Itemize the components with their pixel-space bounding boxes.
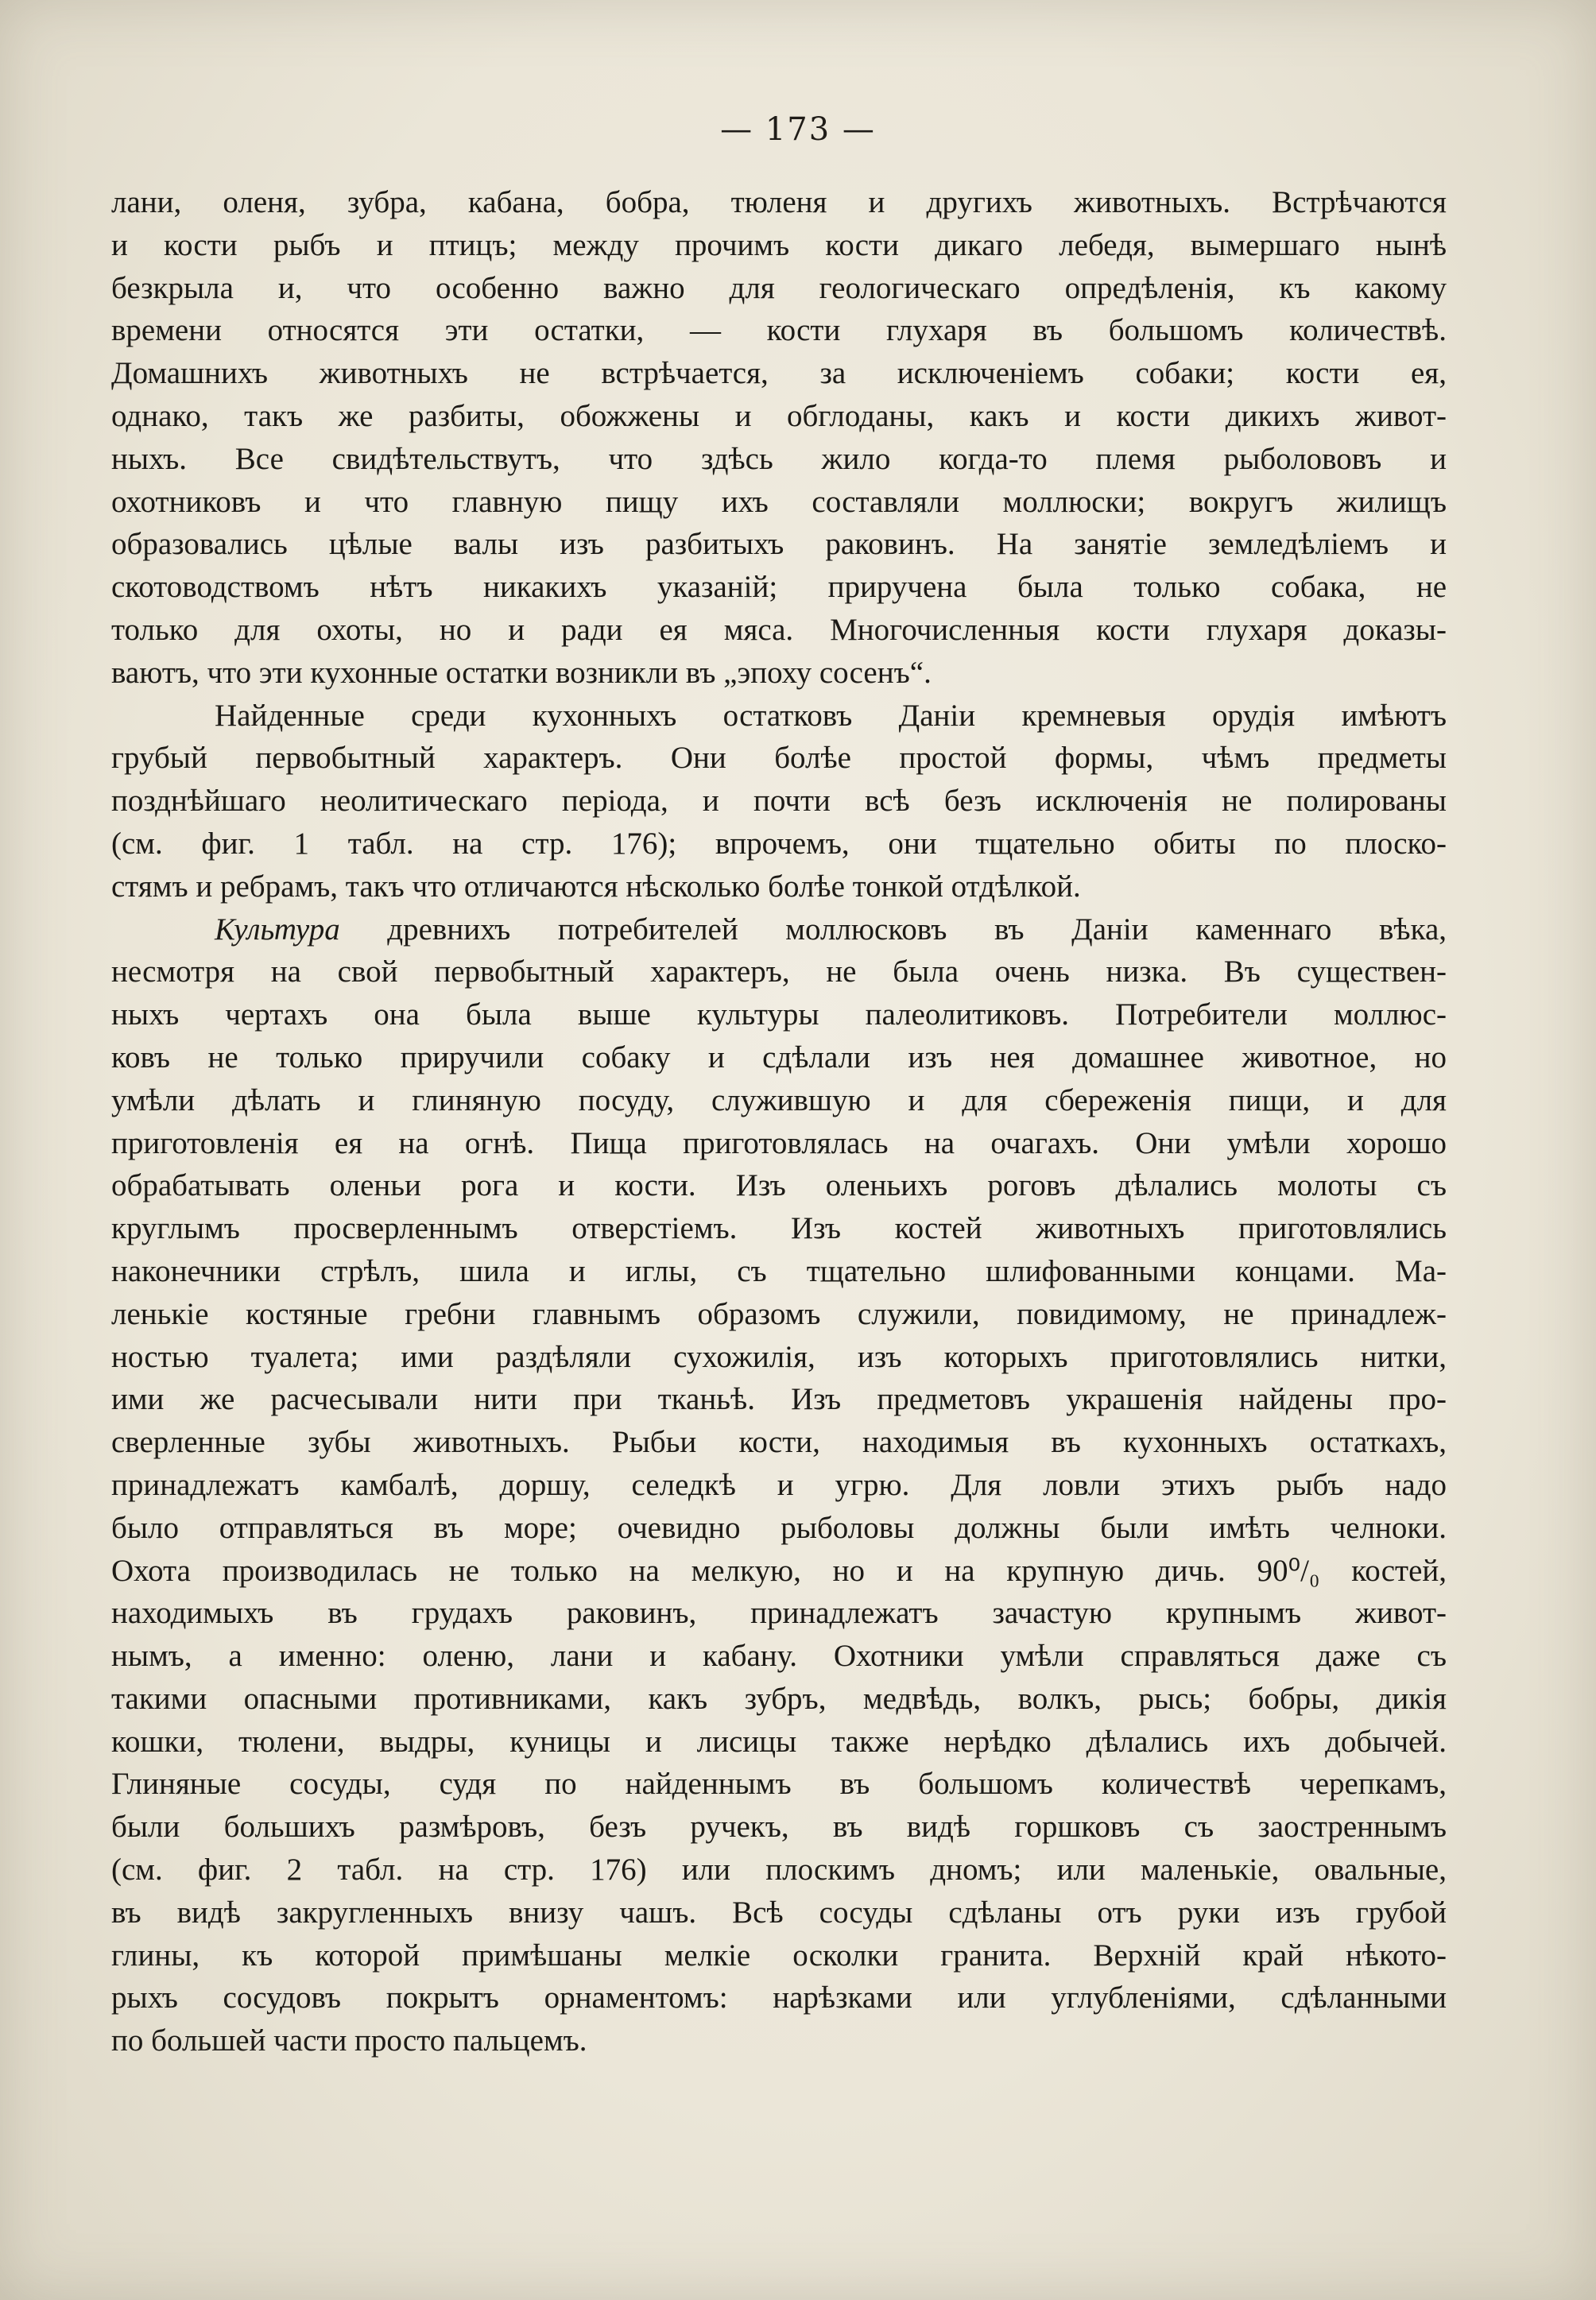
text-line: наконечники стрѣлъ, шила и иглы, съ тщательно шлифованными концами. Ма-	[111, 1253, 1447, 1288]
text-line: ленькіе костяные гребни главнымъ образомъ служили, повидимому, не принадлеж-	[111, 1296, 1447, 1331]
text-line: по большей части просто пальцемъ.	[111, 2023, 587, 2058]
paragraph-2	[111, 695, 1447, 908]
text-line: сверленные зубы животныхъ. Рыбьи кости, находимыя въ кухонныхъ остаткахъ,	[111, 1425, 1447, 1460]
text-line: глины, къ которой примѣшаны мелкіе осколки гранита. Верхній край нѣкото-	[111, 1938, 1447, 1973]
text-line: кошки, тюлени, выдры, куницы и лисицы также нерѣдко дѣлались ихъ добычей.	[111, 1724, 1447, 1759]
text-line: принадлежатъ камбалѣ, доршу, селедкѣ и угрю. Для ловли этихъ рыбъ надо	[111, 1467, 1447, 1502]
text-line: такими опасными противниками, какъ зубръ, медвѣдь, волкъ, рысь; бобры, дикія	[111, 1681, 1447, 1716]
text-line: (см. фиг. 2 табл. на стр. 176) или плоскимъ дномъ; или маленькіе, овальные,	[111, 1853, 1447, 1888]
text-line: времени относятся эти остатки, — кости глухаря въ большомъ количествѣ.	[111, 313, 1447, 348]
text-line: Охота производилась не только на мелкую, но и на крупную дичь. 90⁰/₀ костей,	[111, 1553, 1447, 1588]
paragraph-1	[111, 181, 1447, 695]
text-line: были большихъ размѣровъ, безъ ручекъ, въ видѣ горшковъ съ заостреннымъ	[111, 1810, 1447, 1845]
text-line: приготовленія ея на огнѣ. Пища приготовлялась на очагахъ. Они умѣли хорошо	[111, 1125, 1447, 1160]
text-line: лани, оленя, зубра, кабана, бобра, тюленя и другихъ животныхъ. Встрѣчаются	[111, 185, 1447, 219]
text-line: ныхъ. Все свидѣтельствутъ, что здѣсь жило когда-то племя рыболововъ и	[111, 441, 1447, 476]
text-line: ковъ не только приручили собаку и сдѣлали изъ нея домашнее животное, но	[111, 1040, 1447, 1074]
text-line: безкрыла и, что особенно важно для геологическаго опредѣленія, къ какому	[111, 270, 1447, 305]
text-line: ностью туалета; ими раздѣляли сухожилія, изъ которыхъ приготовлялись нитки,	[111, 1339, 1447, 1374]
page-number: — 173 —	[720, 111, 876, 148]
text-line: (см. фиг. 1 табл. на стр. 176); впрочемъ, они тщательно обиты по плоско-	[111, 826, 1447, 861]
text-line: ими же расчесывали нити при тканьѣ. Изъ предметовъ украшенія найдены про-	[111, 1382, 1447, 1417]
paragraph-3	[111, 908, 1447, 2063]
text-line: стямъ и ребрамъ, такъ что отличаются нѣсколько болѣе тонкой отдѣлкой.	[111, 869, 1081, 904]
text-line: несмотря на свой первобытный характеръ, не была очень низка. Въ существен-	[111, 954, 1447, 989]
text-line: и кости рыбъ и птицъ; между прочимъ кости дикаго лебедя, вымершаго нынѣ	[111, 227, 1447, 262]
text-line: охотниковъ и что главную пищу ихъ составляли моллюски; вокругъ жилищъ	[111, 484, 1447, 519]
text-line: ныхъ чертахъ она была выше культуры палеолитиковъ. Потребители моллюс-	[111, 997, 1447, 1032]
body-text	[111, 181, 1447, 2062]
text-line: только для охоты, но и ради ея мяса. Многочисленныя кости глухаря доказы-	[111, 612, 1447, 647]
text-line: умѣли дѣлать и глиняную посуду, служившую и для сбереженія пищи, и для	[111, 1082, 1447, 1117]
text-line: позднѣйшаго неолитическаго періода, и почти всѣ безъ исключенія не полированы	[111, 784, 1447, 819]
text-line: Домашнихъ животныхъ не встрѣчается, за исключеніемъ собаки; кости ея,	[111, 356, 1447, 391]
text-line-rest: древнихъ потребителей моллюсковъ въ Даніи каменнаго вѣка,	[339, 912, 1447, 947]
text-line: круглымъ просверленнымъ отверстіемъ. Изъ костей животныхъ приготовлялись	[111, 1211, 1447, 1246]
text-line-with-lead	[111, 908, 1447, 951]
text-line: образовались цѣлые валы изъ разбитыхъ раковинъ. На занятіе земледѣліемъ и	[111, 527, 1447, 562]
text-line: обрабатывать оленьи рога и кости. Изъ оленьихъ роговъ дѣлались молоты съ	[111, 1168, 1447, 1203]
text-line: скотоводствомъ нѣтъ никакихъ указаній; приручена была только собака, не	[111, 570, 1447, 605]
text-line: въ видѣ закругленныхъ внизу чашъ. Всѣ сосуды сдѣланы отъ руки изъ грубой	[111, 1895, 1447, 1930]
text-line: грубый первобытный характеръ. Они болѣе простой формы, чѣмъ предметы	[111, 741, 1447, 776]
text-line: ваютъ, что эти кухонные остатки возникли въ „эпоху сосенъ“.	[111, 655, 932, 690]
text-line: однако, такъ же разбиты, обожжены и обглоданы, какъ и кости дикихъ живот-	[111, 398, 1447, 433]
text-line: рыхъ сосудовъ покрытъ орнаментомъ: нарѣзками или углубленіями, сдѣланными	[111, 1981, 1447, 2015]
text-line: находимыхъ въ грудахъ раковинъ, принадлежатъ зачастую крупнымъ живот-	[111, 1596, 1447, 1631]
text-line: нымъ, а именно: оленю, лани и кабану. Охотники умѣли справляться даже съ	[111, 1639, 1447, 1674]
italic-lead-word: Культура	[215, 912, 340, 947]
text-line: Глиняные сосуды, судя по найденнымъ въ большомъ количествѣ черепкамъ,	[111, 1767, 1447, 1802]
text-line: Найденные среди кухонныхъ остатковъ Даніи кремневыя орудія имѣютъ	[215, 698, 1447, 733]
text-line: было отправляться въ море; очевидно рыболовы должны были имѣть челноки.	[111, 1510, 1447, 1545]
